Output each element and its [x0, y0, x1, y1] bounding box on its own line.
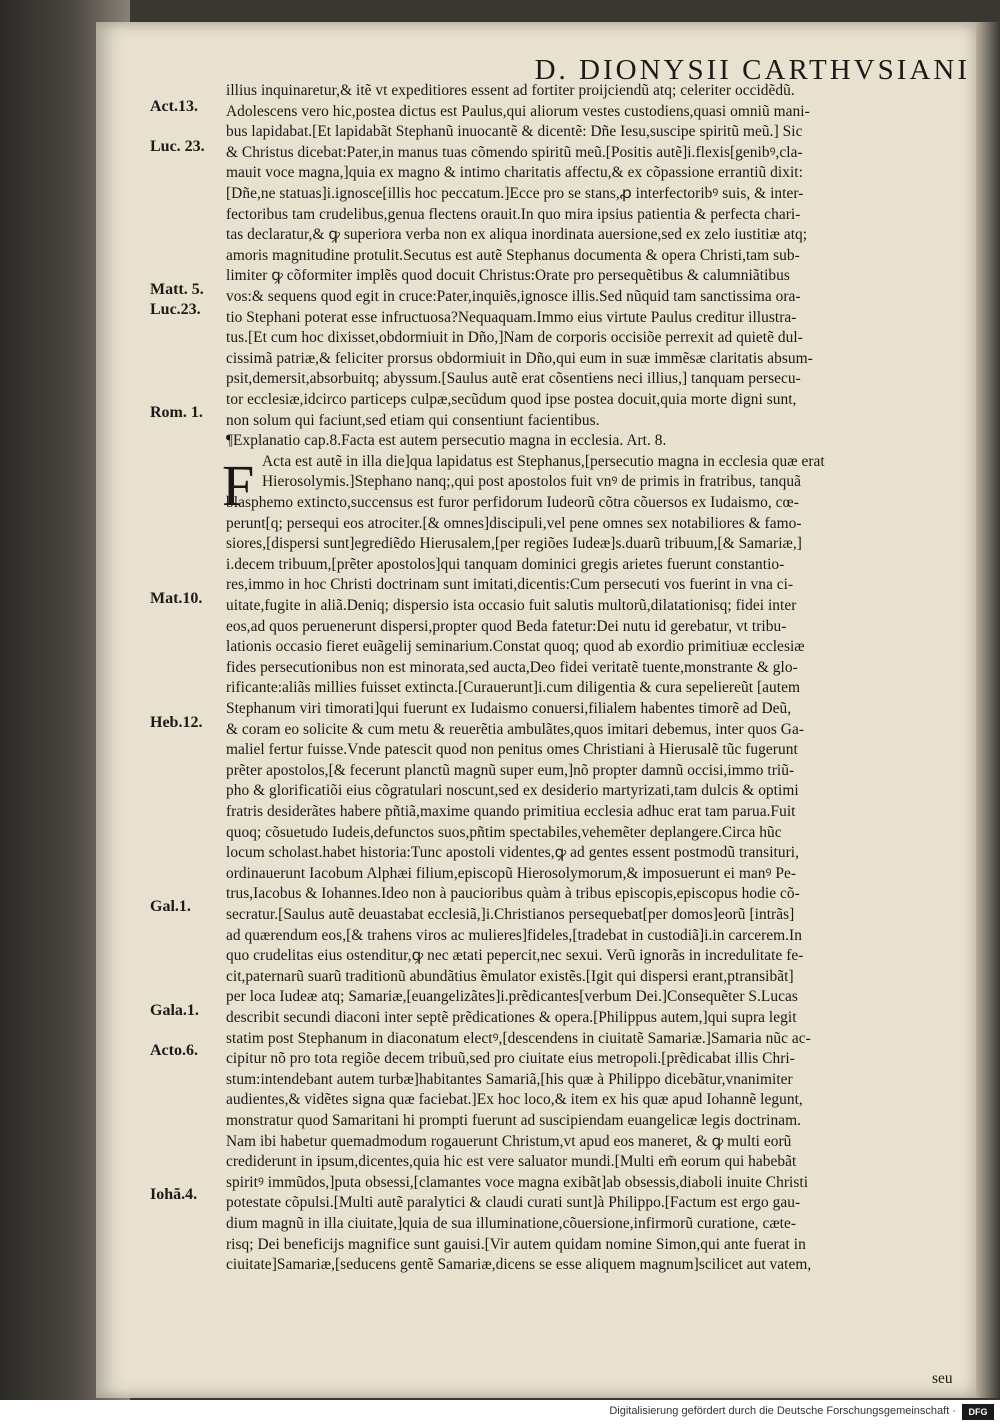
text-line: ad quærendum eos,[& trahens viros ac mulieres]fideles,[tradebat in custodiã]i.in carcerem.In [226, 926, 802, 944]
text-line: trus,Iacobus & Iohannes.Ideo non à paucioribus quàm à tribus episcopis,episcopus hodie cõ- [226, 885, 800, 903]
text-line: audientes,& vidẽtes signa quæ faciebat.]Ex hoc loco,& item ex his quæ apud Iohannẽ legunt, [226, 1091, 803, 1109]
text-line: res,immo in hoc Christi doctrinam sunt imitati,dicentis:Cum persecuti vos fuerint in vna ci- [226, 576, 794, 594]
text-line: cipitur nõ pro tota regiõe decem tribuũ,sed pro ciuitate eius metropoli.[prẽdicabat illis Chri- [226, 1050, 795, 1068]
text-line: perunt[q; persequi eos atrociter.[& omnes]discipuli,vel pene omnes sex notabiliores & famo- [226, 514, 802, 532]
margin-reference: Gal.1. [150, 898, 191, 915]
margin-reference: Acto.6. [150, 1042, 198, 1059]
digitization-footer [0, 1400, 1000, 1424]
text-line: tas declaratur,& ꝙ superiora verba non ex aliqua inordinata auersione,sed ex zelo iustitiæ atq; [226, 226, 808, 244]
text-line: illius inquinaretur,& itẽ vt expeditiores essent ad fortiter proijciendũ atq; celeriter occidẽdũ. [226, 82, 795, 99]
text-line: ordinauerunt Iacobum Alphæi filium,episcopũ Hierosolymorum,& imposuerunt ei manꝰ Pe- [226, 864, 797, 882]
text-line: Nam ibi habetur quemadmodum rogauerunt Christum,vt apud eos maneret, & ꝙ multi eorũ [226, 1132, 792, 1150]
margin-reference: Gala.1. [150, 1002, 199, 1019]
text-line: quoq; cõsuetudo Iudeis,defunctos suos,pñtim spectabiles,vehemẽter deplangere.Circa hũc [226, 823, 782, 841]
text-line: fectoribus tam crudelibus,genua flectens orauit.In quo mira ipsius patientia & perfecta chari- [226, 205, 801, 223]
running-title: D. DIONYSII CARTHVSIANI [534, 54, 970, 86]
text-line: bus lapidabat.[Et lapidabãt Stephanũ inuocantẽ & dicentẽ: Dñe Iesu,suscipe spiritũ meũ.] Sic [226, 123, 803, 141]
text-line: quo crudelitas eius ostenditur,ꝙ nec ætati pepercit,nec sexui. Verũ ignorãs in incredulitate fe- [226, 947, 804, 965]
chapter-heading: ¶Explanatio cap.8.Facta est autem persecutio magna in ecclesia. Art. 8. [226, 432, 667, 450]
text-line: [Dñe,ne statuas]i.ignosce[illis hoc peccatum.]Ecce pro se stans,ꝓ interfectoribꝰ suis, & inter- [226, 185, 804, 202]
text-line: pho & glorificatiõi eius cõgratulari noscunt,sed ex desiderio martyrizati,tam dulcis & optimi [226, 782, 799, 800]
margin-reference: Heb.12. [150, 714, 203, 731]
text-line: tus.[Et cum hoc dixisset,obdormiuit in Dño,]Nam de corporis occisiõe perrexit ad quietẽ dul- [226, 329, 803, 347]
text-line: blasphemo extincto,succensus est furor perfidorum Iudeorũ cõtra cõuersos ex Iudaismo, cœ- [226, 494, 799, 511]
drop-cap-initial: F [222, 453, 255, 518]
text-line: describit secundi diaconi inter septẽ prẽdicationes & opera.[Philippus autem,]qui supra legit [226, 1009, 797, 1026]
text-line: statim post Stephanum in diaconatum electꝰ,[descendens in ciuitatẽ Samariæ.]Samaria nũc ac- [226, 1029, 811, 1047]
page-right-edge [976, 22, 1000, 1398]
text-line: vos:& sequens quod egit in cruce:Pater,inquiẽs,ignosce illis.Sed nũquid tam sanctissima ora- [226, 288, 801, 305]
text-line: Hierosolymis.]Stephano nanq;,qui post apostolos fuit vnꝰ de primis in fratribus, tanquã [262, 473, 802, 491]
margin-reference: Luc. 23. [150, 138, 205, 155]
text-line: Acta est autẽ in illa die]qua lapidatus est Stephanus,[persecutio magna in ecclesia quæ erat [262, 452, 825, 470]
text-line: tio Stephani poterat esse infructuosa?Nequaquam.Immo eius virtute Paulus creditur illustra- [226, 308, 797, 326]
text-line: ciuitate]Samariæ,[seducens gentẽ Samariæ,dicens se esse aliquem magnum]scilicet aut vatem, [226, 1256, 812, 1274]
text-line: Stephanum viri timorati]qui fuerunt ex Iudaismo conuersi,filialem habentes timorẽ ad Deũ, [226, 700, 792, 717]
text-line: locum scholast.habet historia:Tunc apostoli videntes,ꝙ ad gentes essent postmodũ transituri, [226, 844, 799, 862]
margin-reference: Iohã.4. [150, 1186, 198, 1203]
text-line: monstratur quod Samaritani hi prompti fuerunt ad suscipiendam euangelicæ legis doctrinam. [226, 1112, 802, 1129]
text-line: rificante:aliãs millies fuisset extincta.[Curauerunt]i.cum diligentia & cura sepeliereũt [autem [226, 679, 800, 697]
margin-reference: Matt. 5. [150, 281, 204, 298]
margin-reference: Rom. 1. [150, 404, 203, 421]
text-line: tor ecclesiæ,idcirco particeps culpæ,secũdum quod ipse postea docuit,quia morte digni sunt, [226, 391, 797, 408]
text-line: mauit voce magna,]quia ex magno & intimo charitatis affectu,& ex cõpassione errantiũ dixit: [226, 164, 803, 182]
text-line: potestate cõpulsi.[Multi autẽ paralytici & claudi curati sunt]à Philippo.[Factum est ergo gau- [226, 1194, 801, 1212]
text-line: limiter ꝙ cõformiter implẽs quod docuit Christus:Orate pro persequẽtibus & calumniãtibus [226, 267, 790, 285]
text-line: cit,paternarũ suarũ traditionũ abundãtius ẽmulator existẽs.[Igit qui dispersi erant,ptransibãt] [226, 967, 794, 985]
catchword: seu [932, 1370, 953, 1387]
margin-reference: Luc.23. [150, 301, 201, 318]
text-line: siores,[dispersi sunt]egrediẽdo Hierusalem,[per regiões Iudeæ]s.duarũ tribuum,[& Samariæ,] [226, 535, 802, 553]
text-line: amoris magnitudine protulit.Secutus est autẽ Stephanus documenta & opera Christi,tam sub- [226, 246, 800, 264]
text-line: maliel fertur fuisse.Vnde patescit quod non penitus omes Christiani à Hierusalẽ tũc fugerunt [226, 741, 798, 759]
text-line: fratris desiderãtes habere pñtiã,maxime quando primitiua ecclesia adhuc erat tam parua.Fuit [226, 803, 796, 820]
text-line: per loca Iudeæ atq; Samariæ,[euangelizãtes]i.prẽdicantes[verbum Dei.]Consequẽter S.Lucas [226, 988, 798, 1006]
text-line: lationis occasio fieret euãgelij seminarium.Constat quoq; quod ab exordio primitiuæ ecclesiæ [226, 638, 805, 656]
text-line: non solum qui faciunt,sed etiam qui consentiunt facientibus. [226, 411, 600, 429]
text-line: eos,ad quos peruenerunt dispersi,propter quod Beda fatetur:Dei nutu id gerebatur, vt tribu- [226, 617, 787, 635]
dfg-logo: DFG [962, 1404, 994, 1420]
text-line: secratur.[Saulus autẽ deuastabat ecclesiã,]i.Christianos persequebat[per domos]eorũ [intrãs] [226, 906, 795, 923]
text-line: dium magnũ in illa ciuitate,]quia de sua illuminatione,cõuersione,infirmorũ curatione, cæte- [226, 1215, 797, 1232]
text-line: fides persecutionibus non est minorata,sed aucta,Deo fidei veritatẽ tuente,monstrante & glo- [226, 658, 798, 676]
text-line: psit,demersit,absorbuitq; abyssum.[Saulus autẽ erat cõsentiens neci illius,] tanquam persecu- [226, 370, 801, 388]
margin-reference: Mat.10. [150, 590, 203, 607]
text-line: & Christus dicebat:Pater,in manus tuas cõmendo spiritũ meũ.[Positis autẽ]i.flexis[genibꝰ,cla- [226, 143, 803, 161]
text-line: prẽter apostolos,[& fecerunt planctũ magnũ super eum,]nõ propter damnũ occisi,immo triũ- [226, 761, 795, 779]
text-line: spiritꝰ immũdos,]puta obsessi,[clamantes voce magna exibãt]ab obsessis,diaboli inuite Christi [226, 1173, 809, 1191]
text-line: i.decem tribuum,[prẽter apostolos]qui tanquam dominici gregis arietes fuerunt constantio- [226, 555, 785, 573]
text-line: crediderunt in ipsum,dicentes,quia hic est vere saluator mundi.[Multi em̃ eorum qui habebãt [226, 1153, 797, 1171]
text-line: & coram eo solicite & cum metu & reuerẽtia ambulãtes,quos imitari debemus, inter quos Ga- [226, 720, 805, 738]
text-line: stum:intendebant autem turbæ]habitantes Samariã,[his quæ à Philippo dicebãtur,vnanimiter [226, 1070, 793, 1088]
text-line: cissimã patriæ,& feliciter prorsus obdormiuit in Dño,qui eum in suæ immẽsæ claritatis absum- [226, 349, 813, 367]
text-line: uitate,fugite in aliã.Deniq; dispersio ista occasio fuit salutis multorũ,dilatationisq; fidei inter [226, 597, 797, 614]
text-line: risq; Dei beneficijs magnifice sunt gauisi.[Vir autem quidam nomine Simon,qui ante fuerat in [226, 1235, 806, 1253]
margin-reference: Act.13. [150, 98, 198, 115]
footer-credit: Digitalisierung gefördert durch die Deutsche Forschungsgemeinschaft · [609, 1405, 956, 1417]
text-line: Adolescens vero hic,postea dictus est Paulus,qui aliorum vestes custodiens,quasi omniũ mani- [226, 102, 810, 120]
